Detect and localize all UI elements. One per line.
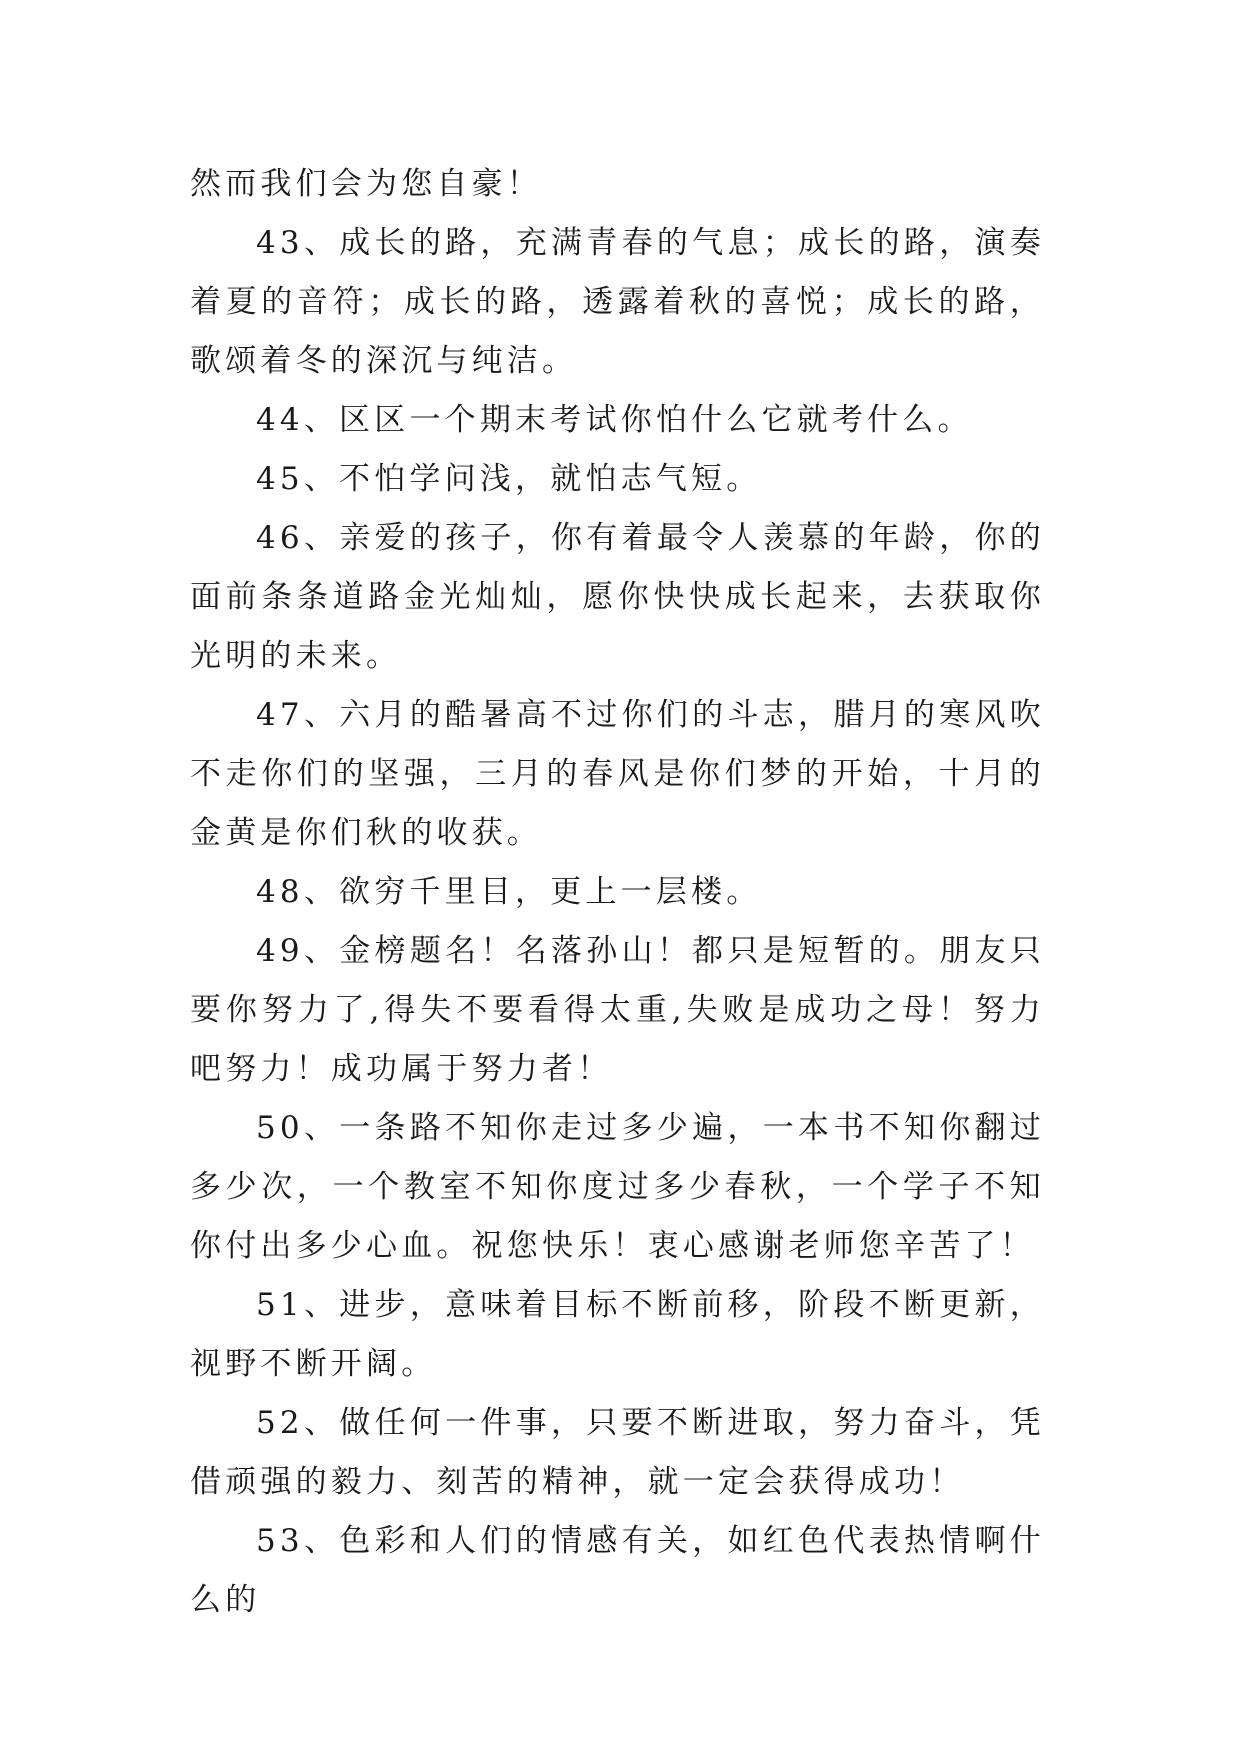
- document-body: [190, 155, 1045, 1630]
- paragraph-item-47: 47、六月的酷暑高不过你们的斗志，腊月的寒风吹不走你们的坚强，三月的春风是你们梦的开始，十月的金黄是你们秋的收获。: [190, 697, 1045, 851]
- paragraph-item-52: 52、做任何一件事，只要不断进取，努力奋斗，凭借顽强的毅力、刻苦的精神，就一定会获得成功！: [190, 1405, 1045, 1500]
- paragraph-item-53: 53、色彩和人们的情感有关，如红色代表热情啊什么的: [190, 1523, 1045, 1618]
- paragraph-item-44: 44、区区一个期末考试你怕什么它就考什么。: [256, 402, 973, 438]
- paragraph-item-48: 48、欲穷千里目，更上一层楼。: [256, 874, 762, 910]
- paragraph-continuation: 然而我们会为您自豪！: [190, 166, 542, 202]
- paragraph-item-43: 43、成长的路，充满青春的气息；成长的路，演奏着夏的音符；成长的路，透露着秋的喜悦；成长的路，歌颂着冬的深沉与纯洁。: [190, 225, 1045, 379]
- paragraph-item-51: 51、进步，意味着目标不断前移，阶段不断更新，视野不断开阔。: [190, 1287, 1045, 1382]
- paragraph-item-49: 49、金榜题名！名落孙山！都只是短暂的。朋友只要你努力了,得失不要看得太重,失败是成功之母！努力吧努力！成功属于努力者！: [190, 933, 1045, 1087]
- paragraph-item-45: 45、不怕学问浅，就怕志气短。: [256, 461, 762, 497]
- paragraph-item-46: 46、亲爱的孩子，你有着最令人羡慕的年龄，你的面前条条道路金光灿灿，愿你快快成长起来，去获取你光明的未来。: [190, 520, 1045, 674]
- paragraph-item-50: 50、一条路不知你走过多少遍，一本书不知你翻过多少次，一个教室不知你度过多少春秋，一个学子不知你付出多少心血。祝您快乐！衷心感谢老师您辛苦了！: [190, 1110, 1045, 1264]
